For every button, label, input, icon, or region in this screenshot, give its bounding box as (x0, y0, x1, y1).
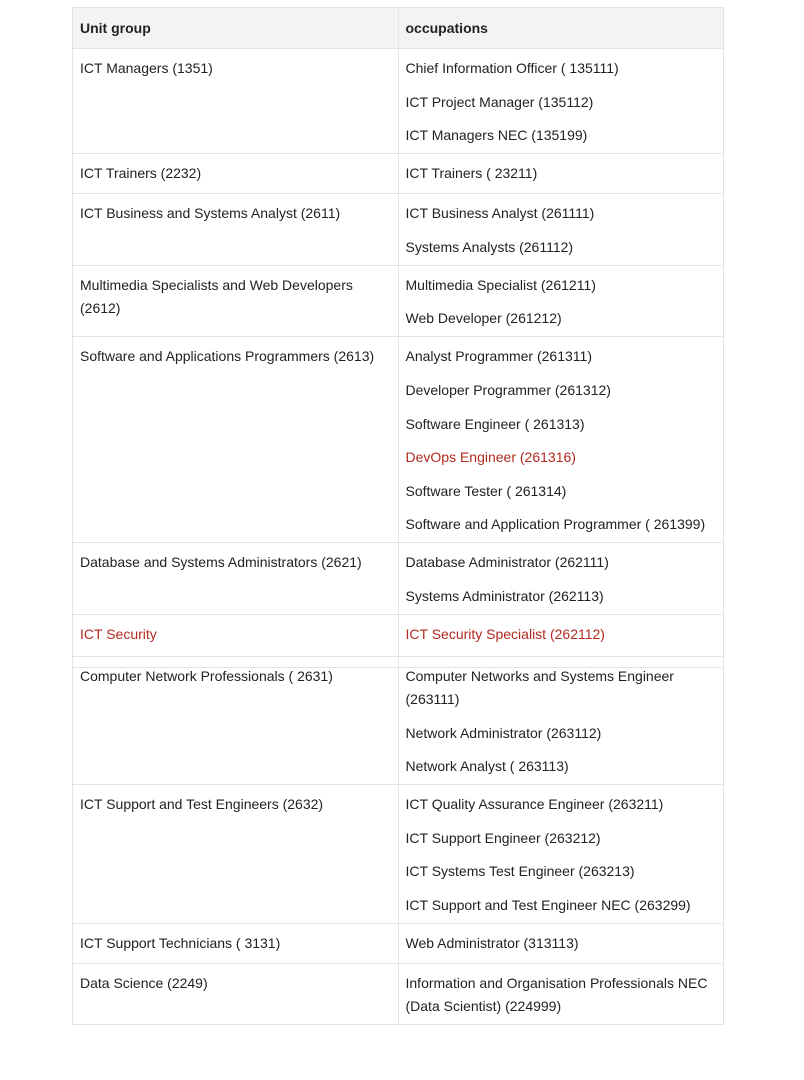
occupations-cell (398, 49, 724, 154)
table-header-row (73, 8, 724, 49)
occupations-table-part1 (72, 7, 724, 668)
occupation-item: ICT Support and Test Engineer NEC (263299) (405, 896, 691, 913)
occupation-item: Database Administrator (262111) (405, 554, 609, 571)
occupations-cell (398, 923, 724, 963)
unit-cell (73, 785, 399, 924)
occupation-item: Web Developer (261212) (405, 310, 562, 327)
unit-label: Data Science (2249) (80, 974, 208, 991)
table-row (73, 194, 724, 266)
occupations-cell (398, 785, 724, 924)
occupation-item-highlighted: ICT Security Specialist (262112) (405, 625, 605, 642)
unit-label: ICT Managers (1351) (80, 60, 213, 76)
occupations-cell (398, 337, 724, 543)
table-row (73, 543, 724, 615)
unit-cell (73, 923, 399, 963)
occupations-cell (398, 963, 724, 1024)
occupation-item: ICT Project Manager (135112) (405, 93, 594, 110)
occupation-item: Network Analyst ( 263113) (405, 758, 569, 775)
header-occupations: occupations (398, 8, 724, 49)
table-row (73, 923, 724, 963)
occupation-item: Analyst Programmer (261311) (405, 348, 592, 365)
unit-label: Multimedia Specialists and Web Developers (2612) (80, 276, 353, 316)
table-row (73, 49, 724, 154)
occupation-item: Information and Organisation Professionals NEC (Data Scientist) (224999) (405, 974, 708, 1014)
unit-label: ICT Trainers (2232) (80, 165, 202, 182)
occupation-item: Software and Application Programmer ( 261399) (405, 516, 706, 533)
table-row (73, 265, 724, 337)
occupation-item: Multimedia Specialist (261211) (405, 276, 596, 293)
table-row (73, 963, 724, 1024)
occupations-cell (398, 194, 724, 266)
occupations-cell (398, 154, 724, 194)
unit-label: Software and Applications Programmers (2613) (80, 348, 375, 365)
occupation-item: Systems Administrator (262113) (405, 587, 604, 604)
occupation-item: Chief Information Officer ( 135111) (405, 60, 619, 76)
occupation-item: Computer Networks and Systems Engineer (263111) (405, 668, 674, 707)
unit-cell (73, 265, 399, 337)
unit-label: ICT Business and Systems Analyst (2611) (80, 205, 341, 222)
occupation-item: ICT Managers NEC (135199) (405, 127, 588, 144)
occupation-item: Software Engineer ( 261313) (405, 415, 585, 432)
unit-label: ICT Support and Test Engineers (2632) (80, 796, 324, 813)
unit-cell (73, 154, 399, 194)
occupation-item: ICT Support Engineer (263212) (405, 829, 601, 846)
unit-cell (73, 337, 399, 543)
unit-cell (73, 543, 399, 615)
occupations-cell (398, 657, 724, 785)
unit-label: Database and Systems Administrators (2621) (80, 554, 362, 571)
occupation-item: Systems Analysts (261112) (405, 238, 574, 255)
occupation-item-highlighted: DevOps Engineer (261316) (405, 449, 576, 466)
occupation-item: ICT Quality Assurance Engineer (263211) (405, 796, 664, 813)
table-row (73, 657, 724, 785)
occupation-item: Developer Programmer (261312) (405, 381, 611, 398)
occupations-cell (398, 543, 724, 615)
unit-cell (73, 657, 399, 785)
occupation-item: Network Administrator (263112) (405, 724, 602, 741)
occupations-table-part2 (72, 656, 724, 1025)
table-row (73, 337, 724, 543)
unit-label: ICT Support Technicians ( 3131) (80, 934, 281, 951)
unit-cell (73, 49, 399, 154)
unit-cell (73, 194, 399, 266)
unit-label-highlighted: ICT Security (80, 625, 157, 642)
unit-label: Computer Network Professionals ( 2631) (80, 668, 333, 684)
unit-cell (73, 963, 399, 1024)
occupation-item: ICT Business Analyst (261111) (405, 205, 595, 222)
occupations-cell (398, 265, 724, 337)
occupation-item: ICT Systems Test Engineer (263213) (405, 863, 635, 880)
header-unit-group: Unit group (73, 8, 399, 49)
table-row (73, 785, 724, 924)
table-row (73, 154, 724, 194)
occupation-item: ICT Trainers ( 23211) (405, 165, 538, 182)
occupation-item: Web Administrator (313113) (405, 934, 579, 951)
occupation-item: Software Tester ( 261314) (405, 482, 567, 499)
